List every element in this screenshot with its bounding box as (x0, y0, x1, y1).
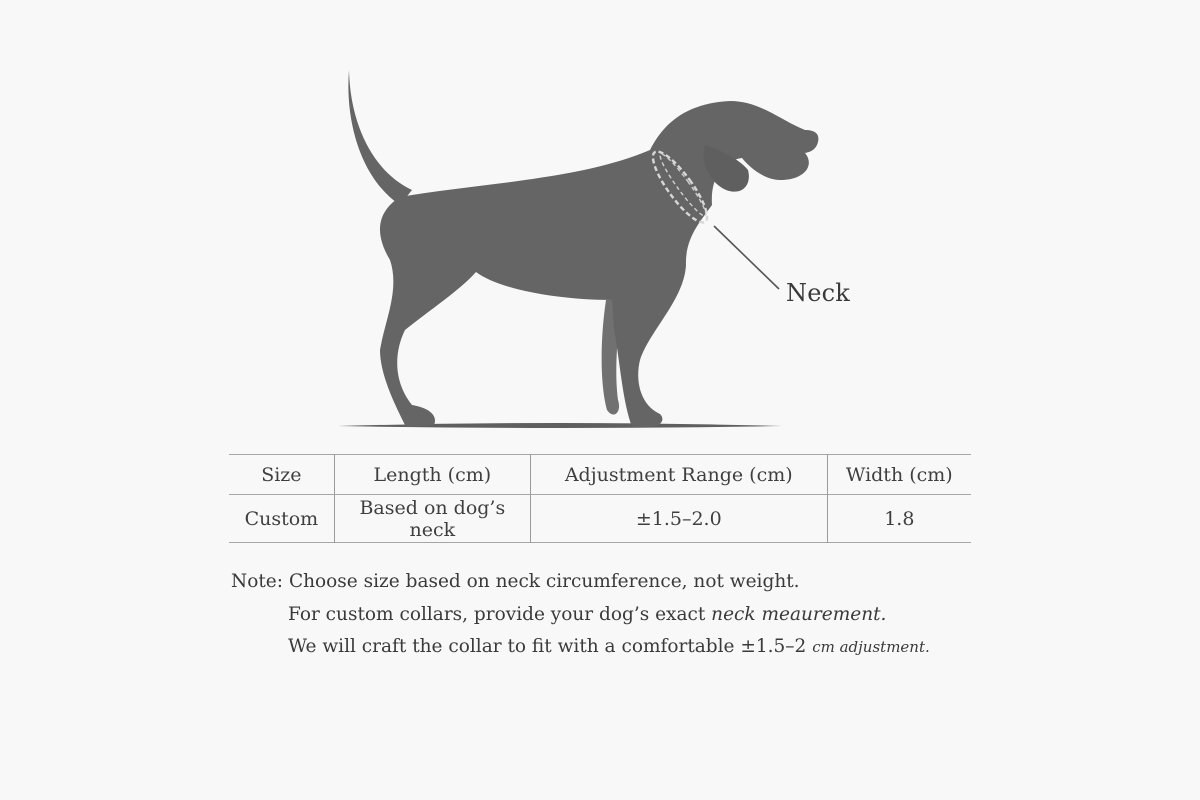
notes (231, 566, 930, 664)
header-width: Width (cm) (827, 455, 971, 495)
cell-length: Based on dog’s neck (334, 495, 530, 543)
note-line-1 (231, 566, 930, 599)
header-size: Size (261, 463, 302, 486)
header-length: Length (cm) (334, 455, 530, 495)
cell-adjustment-range: ±1.5–2.0 (530, 495, 827, 543)
size-table (229, 454, 971, 543)
note-line-2-text: For custom collars, provide your dog’s exact (288, 603, 712, 625)
cell-width: 1.8 (827, 495, 971, 543)
note-line-3 (231, 631, 930, 664)
cell-size: Custom (244, 507, 319, 530)
header-adjustment-range: Adjustment Range (cm) (530, 455, 827, 495)
note-line-3-small: cm adjustment. (812, 638, 930, 656)
table-row (229, 495, 971, 543)
neck-label: Neck (786, 279, 850, 307)
note-line-2 (231, 599, 930, 632)
neck-leader-line (714, 226, 779, 289)
dog-silhouette-icon (348, 70, 818, 427)
table-header-row (229, 455, 971, 495)
note-prefix: Note: (231, 571, 283, 592)
note-line-1-text: Choose size based on neck circumference, not weight. (288, 571, 800, 592)
note-line-2-emphasis: neck meaurement. (711, 603, 887, 625)
note-line-3-text: We will craft the collar to fit with a comfortable ±1.5–2 (288, 636, 813, 657)
